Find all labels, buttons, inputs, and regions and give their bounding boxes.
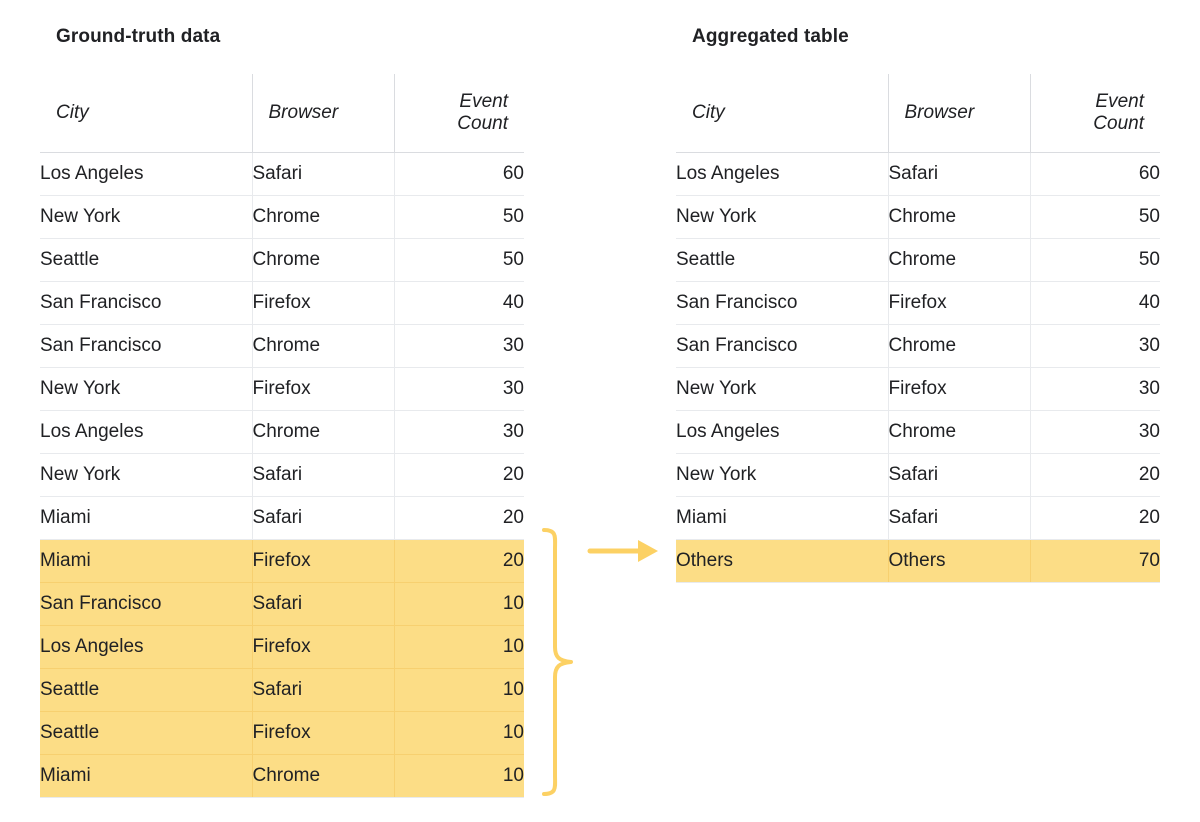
cell-city: New York: [40, 453, 252, 496]
cell-city: Miami: [40, 539, 252, 582]
cell-event-count: 10: [394, 668, 524, 711]
cell-event-count: 10: [394, 711, 524, 754]
cell-browser: Chrome: [888, 195, 1030, 238]
cell-city: San Francisco: [40, 281, 252, 324]
cell-browser: Others: [888, 539, 1030, 582]
table-row: [676, 453, 1160, 496]
cell-city: Seattle: [676, 238, 888, 281]
table-row: [40, 711, 524, 754]
cell-browser: Firefox: [252, 711, 394, 754]
curly-brace-icon: [541, 527, 575, 797]
cell-city: San Francisco: [40, 582, 252, 625]
cell-browser: Safari: [252, 496, 394, 539]
table-row: [40, 367, 524, 410]
cell-event-count: 20: [1030, 496, 1160, 539]
cell-event-count: 10: [394, 754, 524, 797]
cell-event-count: 50: [1030, 195, 1160, 238]
cell-city: Others: [676, 539, 888, 582]
cell-city: New York: [676, 453, 888, 496]
table-row: [676, 238, 1160, 281]
column-header-event-count-line2: Count: [1093, 112, 1144, 134]
column-header-event-count-line1: Event: [459, 91, 508, 113]
aggregated-panel: [676, 26, 1176, 583]
cell-city: Seattle: [40, 668, 252, 711]
cell-event-count: 40: [394, 281, 524, 324]
cell-event-count: 40: [1030, 281, 1160, 324]
cell-browser: Safari: [888, 496, 1030, 539]
table-row: [676, 281, 1160, 324]
table-row: [40, 195, 524, 238]
cell-city: New York: [40, 367, 252, 410]
table-row: [40, 453, 524, 496]
column-header-city: City: [40, 74, 252, 152]
cell-city: New York: [40, 195, 252, 238]
cell-event-count: 60: [394, 152, 524, 195]
ground-truth-table: [40, 74, 524, 798]
cell-city: Seattle: [40, 238, 252, 281]
cell-city: San Francisco: [676, 281, 888, 324]
table-row: [676, 367, 1160, 410]
column-header-event-count-line1: Event: [1095, 91, 1144, 113]
cell-city: New York: [676, 367, 888, 410]
right-arrow-icon: [586, 535, 662, 567]
cell-city: Seattle: [40, 711, 252, 754]
table-row: [40, 582, 524, 625]
cell-browser: Safari: [252, 152, 394, 195]
table-header-left: [40, 74, 524, 152]
cell-city: Los Angeles: [40, 152, 252, 195]
cell-event-count: 50: [394, 195, 524, 238]
cell-city: Los Angeles: [676, 410, 888, 453]
cell-browser: Chrome: [888, 238, 1030, 281]
cell-event-count: 50: [394, 238, 524, 281]
cell-browser: Chrome: [252, 754, 394, 797]
cell-browser: Safari: [252, 668, 394, 711]
cell-event-count: 50: [1030, 238, 1160, 281]
table-row: [676, 195, 1160, 238]
cell-city: Los Angeles: [40, 625, 252, 668]
cell-browser: Chrome: [888, 410, 1030, 453]
cell-browser: Firefox: [252, 625, 394, 668]
cell-event-count: 10: [394, 582, 524, 625]
cell-browser: Chrome: [252, 238, 394, 281]
cell-browser: Firefox: [252, 539, 394, 582]
cell-city: San Francisco: [40, 324, 252, 367]
cell-event-count: 10: [394, 625, 524, 668]
cell-browser: Firefox: [888, 281, 1030, 324]
table-row: [676, 496, 1160, 539]
cell-city: Los Angeles: [676, 152, 888, 195]
table-header-right: [676, 74, 1160, 152]
table-row: [40, 410, 524, 453]
column-header-event-count-line2: Count: [457, 112, 508, 134]
table-row: [676, 152, 1160, 195]
column-header-event-count: [1030, 74, 1160, 152]
table-row: [676, 324, 1160, 367]
cell-city: Miami: [676, 496, 888, 539]
table-header-row: [676, 74, 1160, 152]
cell-event-count: 20: [394, 539, 524, 582]
table-row: [40, 668, 524, 711]
cell-event-count: 20: [394, 453, 524, 496]
cell-browser: Chrome: [252, 324, 394, 367]
cell-city: Miami: [40, 496, 252, 539]
table-body-right: [676, 152, 1160, 582]
table-row: [40, 754, 524, 797]
cell-city: Los Angeles: [40, 410, 252, 453]
table-row: [40, 539, 524, 582]
cell-event-count: 20: [1030, 453, 1160, 496]
cell-city: Miami: [40, 754, 252, 797]
cell-event-count: 70: [1030, 539, 1160, 582]
cell-browser: Safari: [888, 152, 1030, 195]
table-row: [40, 496, 524, 539]
table-row: [676, 539, 1160, 582]
cell-event-count: 30: [1030, 367, 1160, 410]
cell-browser: Safari: [252, 453, 394, 496]
cell-browser: Firefox: [888, 367, 1030, 410]
cell-event-count: 20: [394, 496, 524, 539]
cell-browser: Safari: [888, 453, 1030, 496]
cell-event-count: 30: [1030, 410, 1160, 453]
page-title-left: Ground-truth data: [56, 26, 221, 47]
cell-browser: Chrome: [252, 195, 394, 238]
ground-truth-panel: [40, 26, 540, 798]
cell-event-count: 30: [394, 367, 524, 410]
table-row: [40, 238, 524, 281]
column-header-city: City: [676, 74, 888, 152]
column-header-browser: Browser: [252, 74, 394, 152]
cell-event-count: 30: [394, 324, 524, 367]
cell-event-count: 30: [1030, 324, 1160, 367]
cell-city: San Francisco: [676, 324, 888, 367]
cell-event-count: 60: [1030, 152, 1160, 195]
cell-browser: Chrome: [252, 410, 394, 453]
page-title-right: Aggregated table: [692, 26, 849, 47]
cell-browser: Chrome: [888, 324, 1030, 367]
table-row: [40, 324, 524, 367]
cell-browser: Safari: [252, 582, 394, 625]
table-row: [40, 152, 524, 195]
table-row: [40, 281, 524, 324]
table-body-left: [40, 152, 524, 797]
table-row: [676, 410, 1160, 453]
aggregated-table: [676, 74, 1160, 583]
cell-browser: Firefox: [252, 367, 394, 410]
cell-city: New York: [676, 195, 888, 238]
table-row: [40, 625, 524, 668]
cell-browser: Firefox: [252, 281, 394, 324]
cell-event-count: 30: [394, 410, 524, 453]
table-header-row: [40, 74, 524, 152]
column-header-browser: Browser: [888, 74, 1030, 152]
column-header-event-count: [394, 74, 524, 152]
